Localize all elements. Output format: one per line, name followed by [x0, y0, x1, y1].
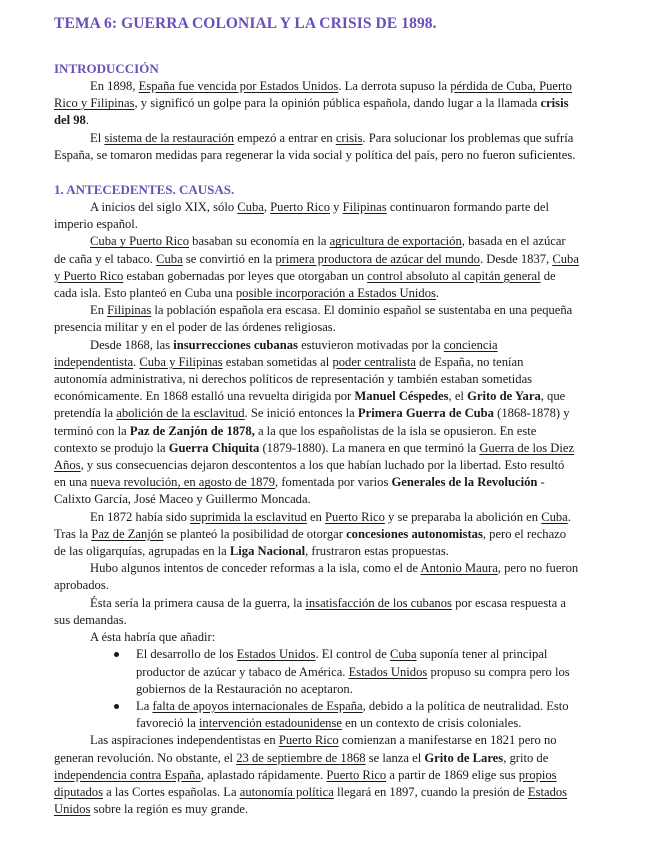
text-run: , grito de [503, 750, 549, 765]
text-run: , debido a la política de neutralidad. Esto favoreció la [136, 698, 569, 731]
text-run: , fomentada por varios [275, 475, 392, 490]
text-run: - Calixto García, José Maceo y Guillermo Moncada. [54, 475, 545, 507]
text-run: . La derrota supuso la [338, 79, 451, 93]
underlined-text: conciencia independentista [54, 337, 498, 369]
underlined-text: Puerto Rico [278, 733, 339, 748]
underlined-text: crisis [335, 130, 363, 145]
text-run: , frustraron estas propuestas. [305, 544, 449, 559]
text-run: continuaron formando parte del imperio español. [54, 200, 549, 232]
text-run: En 1898, [90, 79, 139, 93]
underlined-text: pérdida de Cuba, Puerto Rico y Filipinas [54, 79, 572, 111]
bold-text: Grito de Lares [424, 750, 504, 765]
underlined-text: poder centralista [332, 354, 417, 369]
text-run: . Desde 1837, [479, 251, 553, 266]
underlined-text: Estados Unidos [236, 647, 316, 662]
text-run: , que pretendía la [54, 389, 566, 421]
text-run: se lanza el [365, 750, 425, 765]
underlined-text: Estados Unidos [348, 664, 428, 679]
underlined-text: agricultura de exportación [329, 234, 462, 249]
underlined-text: Paz de Zanjón [91, 526, 164, 541]
intro-paragraph-1 [54, 78, 579, 130]
bold-text: crisis del 98 [54, 96, 569, 128]
section-1-paragraph-7 [54, 595, 579, 629]
underlined-text: primera productora de azúcar del mundo [275, 251, 480, 266]
text-run: . [133, 354, 140, 369]
underlined-text: España fue vencida por Estados Unidos [138, 79, 339, 93]
section-1-paragraph-3 [54, 302, 579, 336]
text-run: Las aspiraciones independentistas en [90, 733, 279, 748]
underlined-text: Guerra de los Diez Años [54, 440, 575, 473]
underlined-text: Puerto Rico [270, 200, 330, 215]
text-run: En 1872 había sido [90, 509, 191, 524]
text-run: . Tras la [54, 509, 571, 541]
text-run: . Para solucionar los problemas que sufría España, se tomaron medidas para regenerar la vida social y política del país, pero no fueron suficientes. [54, 130, 576, 162]
underlined-text: sistema de la restauración [104, 130, 235, 145]
underlined-text: Cuba y Puerto Rico [54, 251, 579, 283]
text-run: la población española era escasa. El dominio español se sustentaba en una pequeña presencia militar y en el poder de las órdenes religiosas. [54, 303, 573, 335]
bold-text: Liga Nacional [229, 544, 306, 559]
underlined-text: control absoluto al capitán general [367, 268, 541, 283]
underlined-text: intervención estadounidense [198, 716, 342, 731]
underlined-text: Antonio Maura [420, 561, 498, 576]
text-run: . [85, 113, 89, 128]
section-gap [54, 164, 579, 181]
bullet-icon [114, 704, 119, 709]
text-run: comienzan a manifestarse en 1821 pero no generan revolución. No obstante, el [54, 733, 557, 765]
page-title: TEMA 6: GUERRA COLONIAL Y LA CRISIS DE 1898. [54, 15, 437, 32]
text-run: . [435, 286, 440, 301]
text-run: El desarrollo de los [136, 647, 237, 662]
text-run: Ésta sería la primera causa de la guerra, la [90, 595, 306, 610]
text-run: El [90, 130, 105, 145]
text-run: se planteó la posibilidad de otorgar [163, 526, 347, 541]
list-item-text [136, 699, 569, 730]
underlined-text: falta de apoyos internacionales de España [152, 698, 363, 713]
underlined-text: nueva revolución, en agosto de 1879 [90, 475, 276, 490]
underlined-text: posible incorporación a Estados Unidos [235, 286, 436, 301]
underlined-text: Cuba y Filipinas [139, 354, 223, 369]
text-run: se convirtió en la [182, 251, 276, 266]
bold-text: Primera Guerra de Cuba [357, 406, 494, 421]
underlined-text: independencia contra España [54, 767, 201, 782]
underlined-text: abolición de la esclavitud [116, 406, 245, 421]
intro-heading: INTRODUCCIÓN [54, 61, 159, 76]
text-run: A inicios del siglo XIX, sólo [90, 200, 238, 215]
text-run: basaban su economía en la [189, 234, 330, 249]
list-item [136, 646, 579, 698]
text-run: , pero no fueron aprobados. [54, 561, 579, 593]
underlined-text: Cuba y Puerto Rico [90, 234, 189, 249]
text-run: a las Cortes españolas. La [102, 784, 240, 799]
bold-text: Grito de Yara [467, 389, 541, 404]
intro-paragraph-2 [54, 130, 579, 164]
underlined-text: propios diputados [54, 767, 557, 799]
text-run: , el [448, 389, 468, 404]
underlined-text: suprimida la esclavitud [190, 509, 307, 524]
underlined-text: Filipinas [342, 200, 387, 215]
text-run: a partir de 1869 elige sus [386, 767, 519, 782]
text-run: En [90, 303, 108, 318]
section-1-paragraph-8 [54, 629, 579, 646]
underlined-text: Cuba [237, 200, 264, 215]
bold-text: Manuel Céspedes [354, 389, 449, 404]
underlined-text: Puerto Rico [325, 509, 385, 524]
text-run: , pero el rechazo de las oligarquías, agrupadas en la [54, 526, 567, 559]
text-run: Desde 1868, las [90, 337, 174, 352]
text-run: por escasa respuesta a sus demandas. [54, 595, 566, 627]
text-run: , y sus consecuencias dejaron descontentos a los que habían luchado por la libertad. Esto resultó en una [54, 458, 565, 490]
text-run: La [136, 698, 153, 713]
underlined-text: Estados Unidos [54, 784, 568, 817]
text-run: , [263, 200, 271, 215]
text-run: estuvieron motivadas por la [297, 337, 444, 352]
bold-text: insurrecciones cubanas [173, 337, 298, 352]
text-run: de cada isla. Esto planteó en Cuba una [54, 268, 556, 301]
text-run: (1868-1878) y terminó con la [54, 406, 570, 438]
causes-list [54, 646, 579, 732]
bullet-icon [114, 652, 119, 657]
underlined-text: Puerto Rico [326, 767, 387, 782]
section-1-paragraph-2 [54, 233, 579, 302]
underlined-text: 23 de septiembre de 1868 [236, 750, 366, 765]
bold-text: concesiones autonomistas [346, 526, 483, 541]
list-item-text [136, 647, 570, 695]
underlined-text: Filipinas [107, 303, 152, 318]
text-run: estaban gobernadas por leyes que otorgaban un [123, 268, 368, 283]
section-1-paragraph-5 [54, 509, 579, 561]
text-run: llegará en 1897, cuando la presión de [333, 784, 528, 799]
text-run: Hubo algunos intentos de conceder reformas a la isla, como el de [90, 561, 421, 576]
text-run: . Se inició entonces la [244, 406, 358, 421]
list-item [136, 698, 579, 732]
text-run: y se preparaba la abolición en [384, 509, 542, 524]
underlined-text: Cuba [389, 647, 417, 662]
underlined-text: autonomía política [239, 784, 334, 799]
bold-text: Guerra Chiquita [168, 440, 260, 455]
text-run: A ésta habría que añadir: [90, 630, 216, 645]
text-run: , y significó un golpe para la opinión pública española, dando lugar a la llamada [134, 96, 541, 111]
section-1-paragraph-1 [54, 199, 579, 233]
text-run: . El control de [315, 647, 390, 662]
text-run: propuso su compra pero los gobiernos de la Restauración no aceptaron. [136, 664, 570, 696]
text-run: suponía tener al principal productor de azúcar y tabaco de América. [136, 647, 548, 679]
text-run: de España, no tenían autonomía administrativa, ni derechos políticos de representación y también estaban sometidas económicamente. En 1868 estalló una revuelta dirigida por [54, 354, 533, 404]
text-run: a la que los españolistas de la isla se opusieron. En este contexto se produjo la [54, 423, 537, 455]
section-1-heading: 1. ANTECEDENTES. CAUSAS. [54, 182, 235, 198]
text-run: , aplastado rápidamente. [200, 767, 327, 782]
underlined-text: insatisfacción de los cubanos [305, 595, 452, 610]
text-run: y [330, 200, 343, 215]
section-1-paragraph-6 [54, 560, 579, 594]
text-run: en un contexto de crisis coloniales. [341, 716, 522, 731]
underlined-text: Cuba [156, 251, 183, 266]
section-1-paragraph-4 [54, 337, 579, 509]
text-run: empezó a entrar en [234, 130, 336, 145]
bold-text: Paz de Zanjón de 1878, [129, 423, 255, 438]
text-run: , basada en el azúcar de caña y el tabaco. [54, 234, 566, 266]
section-1-paragraph-9 [54, 732, 579, 818]
underlined-text: Cuba [541, 509, 568, 524]
text-run: sobre la región es muy grande. [90, 802, 249, 817]
text-run: en [306, 509, 326, 524]
bold-text: Generales de la Revolución [391, 475, 538, 490]
text-run: (1879-1880). La manera en que terminó la [259, 440, 480, 455]
text-run: estaban sometidas al [222, 354, 333, 369]
